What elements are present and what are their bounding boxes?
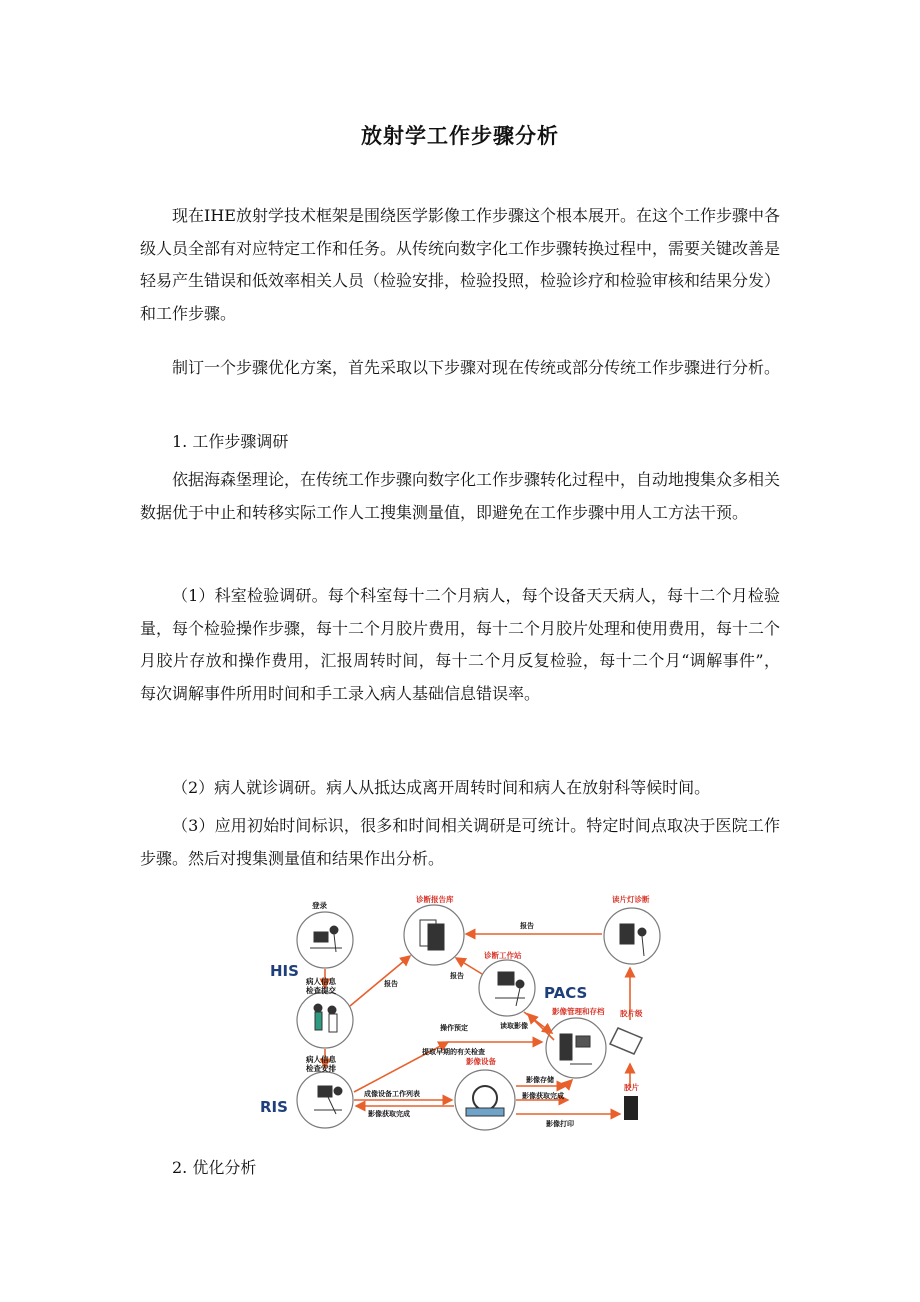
edge-print: 影像打印 (546, 1120, 574, 1128)
paragraph-intro: 现在IHE放射学技术框架是围绕医学影像工作步骤这个根本展开。在这个工作步骤中各级人员全部有对应特定工作和任务。从传统向数字化工作步骤转换过程中，需要关键改善是轻易产生错误和低效率相关人员（检验安排，检验投照，检验诊疗和检验审核和结果分发）和工作步骤。 (140, 206, 781, 323)
edge-report-left: 报告 (384, 980, 398, 988)
paragraph-patient-survey: （2）病人就诊调研。病人从抵达成离开周转时间和病人在放射科等候时间。 (172, 778, 711, 797)
paragraph-plan: 制订一个步骤优化方案，首先采取以下步骤对现在传统或部分传统工作步骤进行分析。 (172, 358, 781, 377)
workstation-label: 诊断工作站 (484, 951, 522, 960)
lightbox-label: 读片灯诊断 (612, 895, 650, 904)
radiology-workflow-diagram (260, 888, 670, 1136)
page-title: 放射学工作步骤分析 (361, 124, 559, 148)
edge-prefetch: 提取早期的有关检查 (422, 1048, 485, 1056)
edge-op-plan: 操作预定 (440, 1024, 468, 1032)
film-scanner-label: 胶片级 (620, 1009, 643, 1018)
workstation-node (479, 960, 535, 1016)
his-label: HIS (270, 962, 299, 980)
paragraph-dept-survey: （1）科室检验调研。每个科室每十二个月病人，每个设备天天病人，每十二个月检验量，每个检验操作步骤，每十二个月胶片费用，每十二个月胶片处理和使用费用，每十二个月胶片存放和操作费用，汇报周转时间，每十二个月反复检验，每十二个月“调解事件”，每次调解事件所用时间和手工录入病人基础信息错误率。 (140, 586, 781, 703)
paragraph-heisenberg: 依据海森堡理论，在传统工作步骤向数字化工作步骤转化过程中，自动地搜集众多相关数据优于中止和转移实际工作人工搜集测量值，即避免在工作步骤中用人工方法干预。 (140, 470, 781, 522)
ris-label: RIS (260, 1098, 288, 1116)
patient-schedule-label: 检查安排 (306, 1064, 336, 1073)
film-scanner-icon (610, 1028, 642, 1054)
patient-info-label-2: 病人信息 (306, 1055, 336, 1064)
section-heading-optimize: 2. 优化分析 (172, 1158, 257, 1177)
patient-submit-label: 检查提交 (306, 986, 336, 995)
edge-report-mid: 报告 (450, 972, 464, 980)
edge-report-top: 报告 (520, 922, 534, 930)
pacs-label: PACS (544, 984, 588, 1002)
edge-acq-done-right: 影像获取完成 (522, 1092, 564, 1100)
film-icon (624, 1096, 638, 1120)
patient-submit-node (297, 992, 353, 1048)
report-db-label: 诊断报告库 (416, 895, 454, 904)
edge-read-image: 读取影像 (500, 1022, 528, 1030)
edge-acq-done-left: 影像获取完成 (368, 1110, 410, 1118)
image-mgmt-label: 影像管理和存档 (552, 1007, 605, 1016)
image-mgmt-node (546, 1018, 606, 1078)
film-label: 胶片 (624, 1083, 639, 1092)
paragraph-time-stamp: （3）应用初始时间标识，很多和时间相关调研是可统计。特定时间点取决于医院工作步骤。然后对搜集测量值和结果作出分析。 (140, 816, 780, 868)
edge-store: 影像存储 (526, 1076, 554, 1084)
edge-worklist: 成像设备工作列表 (364, 1090, 420, 1098)
patient-info-label-1: 病人信息 (306, 977, 336, 986)
section-heading-survey: 1. 工作步骤调研 (172, 432, 289, 451)
patient-schedule-node (297, 1072, 353, 1128)
login-label: 登录 (312, 901, 327, 910)
imaging-device-label: 影像设备 (466, 1057, 496, 1066)
